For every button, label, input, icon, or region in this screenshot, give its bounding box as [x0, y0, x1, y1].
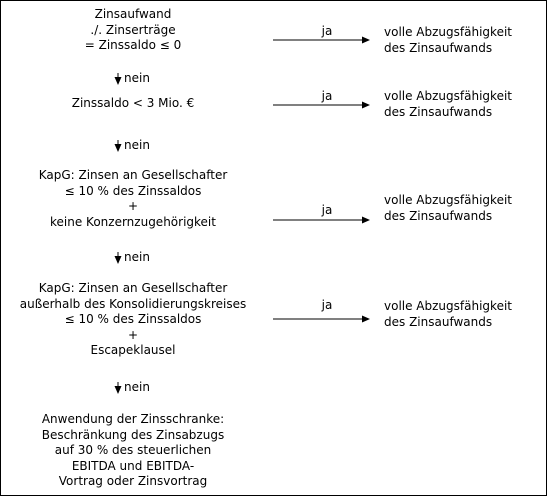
condition-1-line-2: ./. Zinserträge	[90, 22, 176, 37]
result-2-line-1: volle Abzugsfähigkeit	[384, 89, 512, 103]
condition-2-line-1: Zinssaldo < 3 Mio. €	[71, 96, 195, 110]
condition-1	[3, 7, 263, 54]
no-label-2: nein	[124, 138, 150, 152]
result-2	[384, 89, 544, 120]
result-4-line-2: des Zinsaufwands	[384, 314, 493, 329]
final-line-1: Anwendung der Zinsschranke:	[41, 412, 225, 426]
no-label-4: nein	[124, 380, 150, 394]
condition-4-line-1: KapG: Zinsen an Gesellschafter	[38, 281, 228, 295]
result-3-line-1: volle Abzugsfähigkeit	[384, 193, 512, 207]
condition-3-line-1: KapG: Zinsen an Gesellschafter	[38, 168, 228, 182]
result-1-line-2: des Zinsaufwands	[384, 40, 493, 55]
yes-label-4: ja	[321, 298, 333, 312]
condition-3	[3, 168, 263, 230]
yes-label-2: ja	[321, 89, 333, 103]
final-line-3: auf 30 % des steuerlichen	[54, 443, 212, 457]
condition-4-line-4: +	[127, 327, 139, 342]
condition-4-line-3: ≤ 10 % des Zinssaldos	[64, 312, 202, 326]
condition-4	[3, 281, 263, 359]
condition-1-line-3: = Zinssaldo ≤ 0	[84, 38, 182, 52]
yes-label-1: ja	[321, 24, 333, 38]
final-line-5: Vortrag oder Zinsvortrag	[58, 474, 208, 488]
result-4-line-1: volle Abzugsfähigkeit	[384, 299, 512, 313]
final-line-4: EBITDA und EBITDA-	[71, 458, 195, 473]
no-label-3: nein	[124, 250, 150, 264]
result-3	[384, 193, 544, 224]
result-4	[384, 299, 544, 330]
result-2-line-2: des Zinsaufwands	[384, 104, 493, 119]
condition-3-line-4: keine Konzernzugehörigkeit	[50, 214, 216, 229]
condition-4-line-5: Escapeklausel	[90, 343, 176, 357]
no-label-1: nein	[124, 71, 150, 85]
condition-4-line-2: außerhalb des Konsolidierungskreises	[19, 296, 247, 311]
result-1	[384, 25, 544, 56]
condition-3-line-2: ≤ 10 % des Zinssaldos	[64, 183, 202, 198]
condition-3-line-3: +	[127, 199, 139, 213]
result-3-line-2: des Zinsaufwands	[384, 208, 493, 223]
condition-2	[3, 96, 263, 112]
final-outcome	[3, 412, 263, 490]
result-1-line-1: volle Abzugsfähigkeit	[384, 25, 512, 39]
yes-label-3: ja	[321, 203, 333, 217]
final-line-2: Beschränkung des Zinsabzugs	[41, 427, 225, 442]
condition-1-line-1: Zinsaufwand	[94, 7, 172, 21]
